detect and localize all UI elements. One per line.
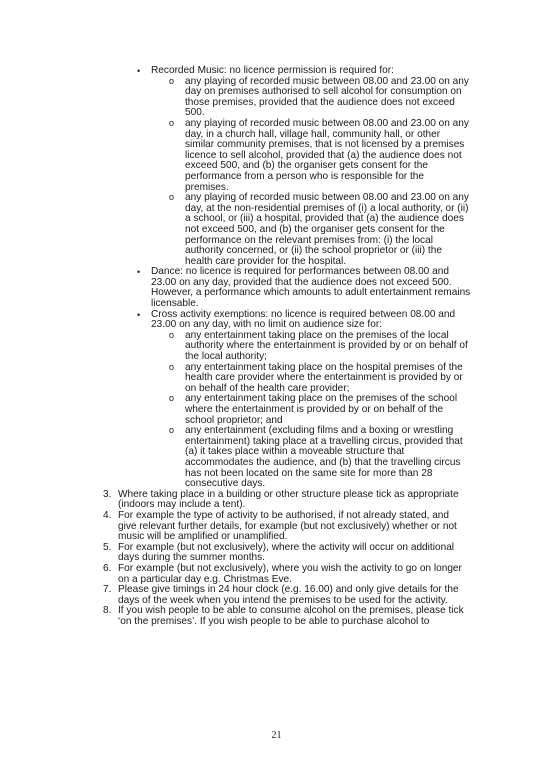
note-4 xyxy=(103,509,470,543)
note-text: For example (but not exclusively), where the activity will occur on additional days during the summer months. xyxy=(118,541,455,564)
sub-bullet-marker: o xyxy=(169,329,175,340)
bullet-text: Recorded Music: no licence permission is required for: xyxy=(151,65,394,76)
note-text: If you wish people to be able to consume alcohol on the premises, please tick ‘on the premises’. If you wish people to be able to purchase alcohol to xyxy=(118,605,464,627)
sub-bullet-marker: o xyxy=(169,192,175,203)
sub-bullet-text: any playing of recorded music between 08.00 and 23.00 on any day, at the non-residential premises of (i) a local authority, or (ii) a school, or (iii) a hospital, provided that (a) the audience does not exceed 500, and (b) the organiser gets consent for the performance on the relevant premises from: (i) the local authority concerned, or (ii) the school proprietor or (iii) the health care provider for the hospital. xyxy=(185,192,469,267)
bullet-dance xyxy=(137,266,471,310)
sub-bullet-licensed-premises xyxy=(169,75,470,119)
note-text: For example (but not exclusively), where you wish the activity to go on longer on a particular day e.g. Christmas Eve. xyxy=(118,562,462,585)
sub-bullet-text: any entertainment (excluding films and a boxing or wrestling entertainment) taking place at a travelling circus, provided that (a) it takes place within a moveable structure that accommodates the audience, and (b) that the travelling circus has not been located on the same site for more than 28 consecutive days. xyxy=(185,425,463,490)
note-5 xyxy=(103,541,470,564)
sub-bullet-travelling-circus xyxy=(169,425,470,490)
note-number: 7. xyxy=(103,584,112,596)
sub-bullet-marker: o xyxy=(169,117,175,128)
sub-bullet-text: any entertainment taking place on the premises of the school where the entertainment is provided by or on behalf of the school proprietor; and xyxy=(185,393,458,426)
note-number: 6. xyxy=(103,562,112,574)
sub-bullet-text: any entertainment taking place on the premises of the local authority where the entertainment is provided by or on behalf of the local authority; xyxy=(185,329,468,363)
bullet-marker: • xyxy=(137,309,141,320)
sub-bullet-marker: o xyxy=(169,425,175,436)
bullet-marker: • xyxy=(137,66,141,76)
note-number: 8. xyxy=(103,605,112,617)
sub-bullet-local-authority xyxy=(169,329,470,363)
document-body xyxy=(0,66,553,627)
bullet-marker: • xyxy=(137,267,141,278)
sub-bullet-marker: o xyxy=(169,361,175,372)
note-8 xyxy=(103,605,470,627)
sub-bullet-school xyxy=(169,393,470,426)
sub-bullet-marker: o xyxy=(169,75,175,86)
note-number: 3. xyxy=(103,488,112,500)
note-text: Please give timings in 24 hour clock (e.g. 16.00) and only give details for the days of the week when you intend the premises to be used for the activity. xyxy=(118,584,459,606)
note-6 xyxy=(103,562,470,585)
note-text: For example the type of activity to be authorised, if not already stated, and give relevant further details, for example (but not exclusively) whether or not music will be amplified or unamplified. xyxy=(118,509,457,543)
sub-bullet-text: any entertainment taking place on the hospital premises of the health care provider where the entertainment is provided by or on behalf of the health care provider; xyxy=(185,361,463,394)
sub-bullet-text: any playing of recorded music between 08.00 and 23.00 on any day on premises authorised to sell alcohol for consumption on those premises, provided that the audience does not exceed 500. xyxy=(185,75,469,119)
note-3 xyxy=(103,488,470,511)
bullet-text: Dance: no licence is required for performances between 08.00 and 23.00 on any day, provided that the audience does not exceed 500. However, a performance which amounts to adult entertainment remains licensable. xyxy=(151,266,471,310)
bullet-text: Cross activity exemptions: no licence is required between 08.00 and 23.00 on any day, with no limit on audience size for: xyxy=(151,308,456,331)
sub-bullet-community-premises xyxy=(169,117,470,193)
bullet-cross-activity xyxy=(137,308,471,331)
note-7 xyxy=(103,584,470,606)
sub-bullet-hospital xyxy=(169,361,470,395)
note-text: Where taking place in a building or other structure please tick as appropriate (indoors may include a tent). xyxy=(118,488,459,511)
sub-bullet-non-residential-premises xyxy=(169,192,470,267)
note-number: 5. xyxy=(103,541,112,553)
sub-bullet-text: any playing of recorded music between 08.00 and 23.00 on any day, in a church hall, village hall, community hall, or other similar community premises, that is not licensed by a premises licence to sell alcohol, provided that (a) the audience does not exceed 500, and (b) the organiser gets consent for the performance from a person who is responsible for the premises. xyxy=(185,117,469,193)
note-number: 4. xyxy=(103,509,112,521)
sub-bullet-marker: o xyxy=(169,393,175,404)
page-number: 21 xyxy=(271,730,282,741)
bullet-recorded-music xyxy=(137,65,471,77)
